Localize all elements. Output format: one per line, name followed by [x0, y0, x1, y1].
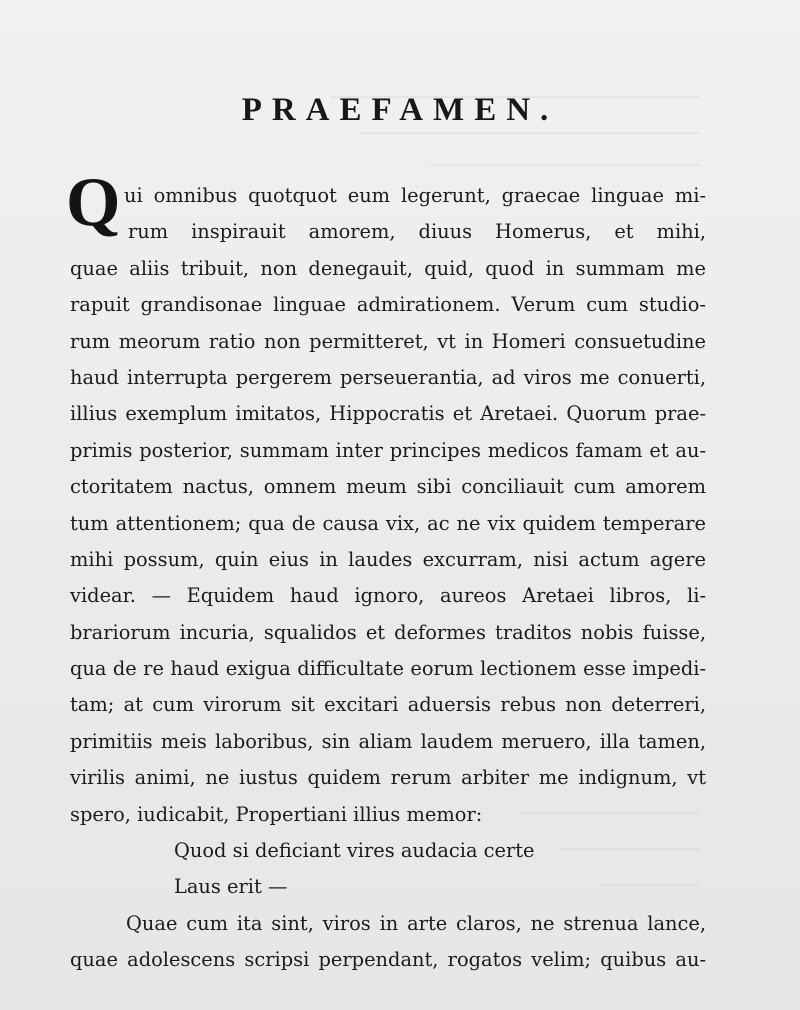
text-line: illius exemplum imitatos, Hippocratis et Aretaei. Quorum prae- — [70, 402, 706, 426]
text-line: primis posterior, summam inter principes medicos famam et au- — [70, 438, 706, 462]
text-line: rapuit grandisonae linguae admirationem. Verum cum studio- — [70, 293, 706, 317]
text-line: brariorum incuria, squalidos et deformes traditos nobis fuisse, — [70, 620, 706, 644]
text-line: Quae cum ita sint, viros in arte claros, ne strenua lance, — [126, 911, 706, 935]
text-line: ctoritatem nactus, omnem meum sibi conciliauit cum amorem — [70, 475, 706, 499]
drop-cap: Q — [66, 164, 121, 241]
text-line: ui omnibus quotquot eum legerunt, graecae linguae mi- — [124, 184, 706, 207]
text-line: virilis animi, ne iustus quidem rerum arbiter me indignum, vt — [70, 766, 706, 790]
page-title: PRAEFAMEN. — [241, 92, 559, 128]
text-line: quae adolescens scripsi perpendant, rogatos velim; quibus au- — [70, 948, 706, 972]
quote-line: Laus erit — — [174, 875, 288, 899]
text-line: videar. — Equidem haud ignoro, aureos Aretaei libros, li- — [70, 584, 706, 608]
text-line: spero, iudicabit, Propertiani illius memor: — [70, 802, 483, 826]
text-line: tum attentionem; qua de causa vix, ac ne vix quidem temperare — [70, 511, 706, 535]
text-line: primitiis meis laboribus, sin aliam laudem meruero, illa tamen, — [70, 729, 706, 753]
text-line: quae aliis tribuit, non denegauit, quid, quod in summam me — [70, 256, 706, 280]
text-line: mihi possum, quin eius in laudes excurram, nisi actum agere — [70, 547, 706, 571]
quote-line: Quod si deficiant vires audacia certe — [174, 839, 535, 863]
text-line: qua de re haud exigua difficultate eorum lectionem esse impedi- — [70, 657, 706, 681]
text-line: rum inspirauit amorem, diuus Homerus, et mihi, — [128, 220, 706, 244]
text-line: tam; at cum virorum sit excitari aduersis rebus non deterreri, — [70, 693, 706, 717]
body-text — [70, 178, 706, 979]
text-line: haud interrupta pergerem perseuerantia, ad viros me conuerti, — [70, 365, 706, 389]
text-line: rum meorum ratio non permitteret, vt in Homeri consuetudine — [70, 329, 706, 353]
